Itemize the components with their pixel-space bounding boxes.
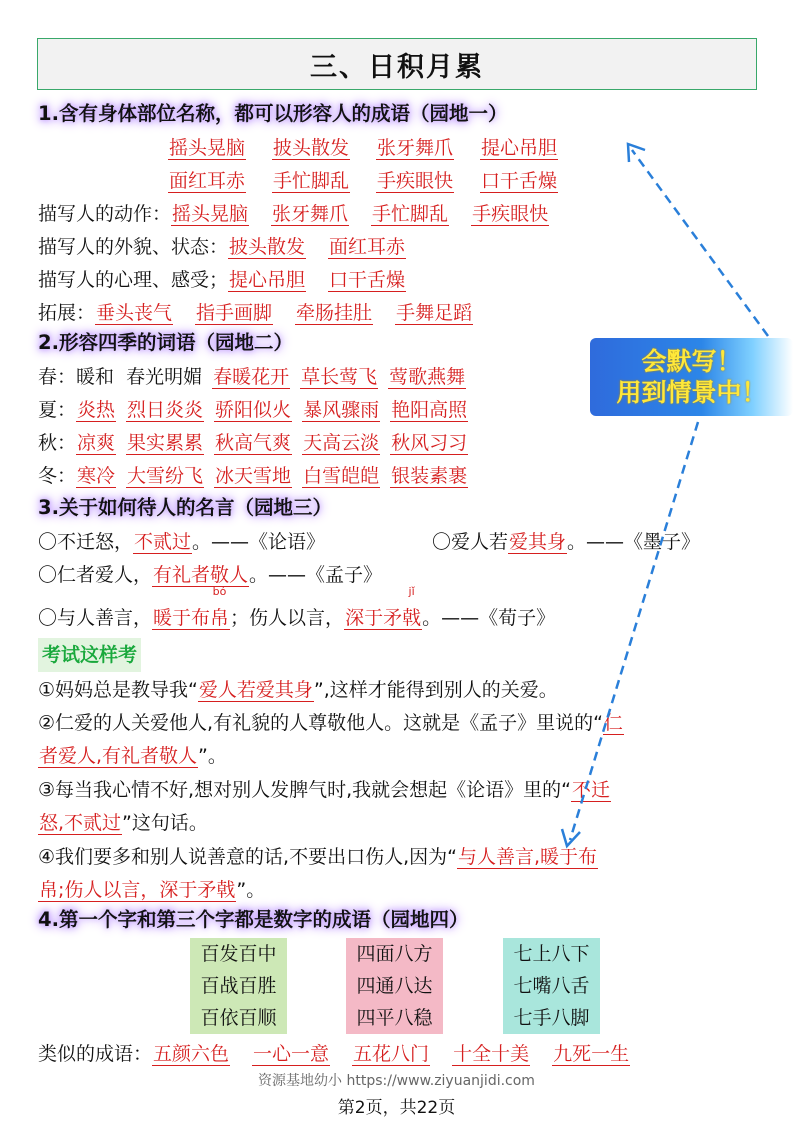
season-word: 草长莺飞 bbox=[301, 366, 378, 388]
row-label: 描写人的外貌、状态： bbox=[38, 236, 229, 258]
number-idiom: 四面八方 bbox=[346, 938, 443, 970]
s2-spring-row bbox=[38, 361, 466, 393]
similar-idioms-row bbox=[38, 1038, 630, 1070]
idiom: 十全十美 bbox=[453, 1043, 530, 1065]
arrow-up-head bbox=[628, 144, 645, 162]
number-idiom: 七手八脚 bbox=[503, 1002, 600, 1034]
season-word: 冰天雪地 bbox=[215, 465, 292, 487]
quote-mozi bbox=[432, 526, 700, 558]
question-text: ”,这样才能得到别人的关爱。 bbox=[313, 679, 558, 701]
idiom: 口干舌燥 bbox=[481, 170, 558, 192]
idiom: 手忙脚乱 bbox=[372, 203, 449, 225]
section-3-heading: 3.关于如何待人的名言（园地三） bbox=[38, 496, 332, 519]
plain-words: 暖和 春光明媚 bbox=[76, 366, 203, 388]
exam-q3-line-1 bbox=[38, 774, 758, 806]
exam-q4-line-1 bbox=[38, 841, 758, 873]
idiom: 面红耳赤 bbox=[329, 236, 406, 258]
s1-action-row bbox=[38, 198, 549, 230]
question-answer: 仁 bbox=[603, 712, 623, 734]
callout-line-2: 用到情景中！ bbox=[616, 378, 767, 407]
footer-watermark: 资源基地幼小 https://www.ziyuanjidi.com bbox=[258, 1073, 535, 1089]
idiom: 张牙舞爪 bbox=[377, 137, 454, 159]
exam-q1 bbox=[38, 674, 758, 706]
exam-label: 考试这样考 bbox=[38, 638, 141, 672]
ruby-char bbox=[210, 585, 230, 634]
quote-text: ；伤人以言， bbox=[230, 607, 345, 629]
number-idiom: 四平八稳 bbox=[346, 1002, 443, 1034]
idiom: 披头散发 bbox=[273, 137, 350, 159]
row-label: 描写人的动作： bbox=[38, 203, 172, 225]
section-1-heading: 1.含有身体部位名称，都可以形容人的成语（园地一） bbox=[38, 102, 508, 125]
season-word: 秋高气爽 bbox=[215, 432, 292, 454]
idiom: 五颜六色 bbox=[153, 1043, 230, 1065]
s2-winter-row bbox=[38, 460, 468, 492]
idiom: 手疾眼快 bbox=[377, 170, 454, 192]
row-label: 拓展： bbox=[38, 302, 96, 324]
question-answer: 怒,不贰过 bbox=[39, 812, 122, 834]
s1-idioms-row-2 bbox=[168, 165, 558, 197]
row-label: 描写人的心理、感受； bbox=[38, 269, 229, 291]
question-text: ”。 bbox=[236, 879, 266, 901]
answer-part: 暖于布 bbox=[153, 607, 211, 629]
season-word: 银装素裹 bbox=[391, 465, 468, 487]
exam-q3-line-2 bbox=[38, 807, 758, 839]
season-word: 骄阳似火 bbox=[215, 399, 292, 421]
idiom: 提心吊胆 bbox=[481, 137, 558, 159]
quote-answer-2 bbox=[344, 585, 422, 630]
question-text: ④我们要多和别人说善意的话,不要出口伤人,因为“ bbox=[38, 846, 457, 868]
callout-line-1: 会默写！ bbox=[641, 347, 742, 376]
season-word: 白雪皑皑 bbox=[303, 465, 380, 487]
idiom: 口干舌燥 bbox=[329, 269, 406, 291]
question-text: ②仁爱的人关爱他人,有礼貌的人尊敬他人。这就是《孟子》里说的“ bbox=[38, 712, 603, 734]
idiom: 提心吊胆 bbox=[229, 269, 306, 291]
idiom: 张牙舞爪 bbox=[272, 203, 349, 225]
answer-char: 戟 bbox=[402, 607, 422, 629]
quote-xunzi bbox=[38, 585, 556, 634]
s1-mind-row bbox=[38, 264, 406, 296]
ruby-char bbox=[402, 585, 422, 634]
quote-answer-1 bbox=[152, 585, 230, 630]
season-word: 天高云淡 bbox=[303, 432, 380, 454]
idiom: 一心一意 bbox=[253, 1043, 330, 1065]
idiom: 牵肠挂肚 bbox=[296, 302, 373, 324]
idiom: 手忙脚乱 bbox=[273, 170, 350, 192]
row-label: 春： bbox=[38, 366, 77, 388]
question-answer: 帛;伤人以言，深于矛戟 bbox=[39, 879, 236, 901]
idiom: 五花八门 bbox=[353, 1043, 430, 1065]
question-answer: 与人善言,暖于布 bbox=[457, 846, 598, 868]
number-idiom: 四通八达 bbox=[346, 970, 443, 1002]
quote-source: 。——《孟子》 bbox=[249, 564, 383, 586]
quote-answer: 爱其身 bbox=[509, 531, 567, 553]
question-answer: 爱人若爱其身 bbox=[198, 679, 313, 701]
s2-summer-row bbox=[38, 394, 468, 426]
s1-look-row bbox=[38, 231, 406, 263]
season-word: 暴风骤雨 bbox=[303, 399, 380, 421]
exam-q4-line-2 bbox=[38, 874, 758, 906]
season-word: 秋风习习 bbox=[391, 432, 468, 454]
question-text: ①妈妈总是教导我“ bbox=[38, 679, 198, 701]
season-word: 炎热 bbox=[77, 399, 116, 421]
season-word: 凉爽 bbox=[77, 432, 116, 454]
number-idiom: 七嘴八舌 bbox=[503, 970, 600, 1002]
arrow-up-line bbox=[632, 150, 768, 336]
idiom: 九死一生 bbox=[553, 1043, 630, 1065]
quote-source: 。——《论语》 bbox=[192, 531, 326, 553]
season-word: 果实累累 bbox=[127, 432, 204, 454]
quote-answer: 有礼者敬人 bbox=[153, 564, 249, 586]
number-idiom: 百发百中 bbox=[190, 938, 287, 970]
number-idiom: 百依百顺 bbox=[190, 1002, 287, 1034]
answer-part: 深于矛 bbox=[345, 607, 403, 629]
question-text: ”。 bbox=[198, 745, 227, 767]
idiom: 指手画脚 bbox=[196, 302, 273, 324]
quote-mengzi bbox=[38, 559, 382, 591]
section-4-heading: 4.第一个字和第三个字都是数字的成语（园地四） bbox=[38, 908, 469, 931]
question-answer: 不迁 bbox=[571, 779, 610, 801]
exam-q2-line-1 bbox=[38, 707, 758, 739]
s1-extend-row bbox=[38, 297, 473, 329]
quote-text: 〇不迁怒， bbox=[38, 531, 134, 553]
season-word: 艳阳高照 bbox=[391, 399, 468, 421]
s1-idioms-row-1 bbox=[168, 132, 558, 164]
season-word: 烈日炎炎 bbox=[127, 399, 204, 421]
quote-text: 〇与人善言， bbox=[38, 607, 153, 629]
season-word: 春暖花开 bbox=[213, 366, 290, 388]
quote-answer: 不贰过 bbox=[134, 531, 192, 553]
idiom: 面红耳赤 bbox=[169, 170, 246, 192]
question-text: ③每当我心情不好,想对别人发脾气时,我就会想起《论语》里的“ bbox=[38, 779, 571, 801]
answer-char: 帛 bbox=[210, 607, 230, 629]
idiom: 披头散发 bbox=[229, 236, 306, 258]
quote-text: 〇爱人若 bbox=[432, 531, 509, 553]
idiom: 摇头晃脑 bbox=[169, 137, 246, 159]
idiom: 手舞足蹈 bbox=[396, 302, 473, 324]
number-idiom: 百战百胜 bbox=[190, 970, 287, 1002]
idiom: 手疾眼快 bbox=[472, 203, 549, 225]
section-2-heading: 2.形容四季的词语（园地二） bbox=[38, 331, 293, 354]
quote-source: 。——《墨子》 bbox=[567, 531, 701, 553]
question-text: ”这句话。 bbox=[122, 812, 208, 834]
exam-q2-line-2 bbox=[38, 740, 758, 772]
callout-badge bbox=[590, 338, 793, 416]
number-idiom: 七上八下 bbox=[503, 938, 600, 970]
page-number: 第2页，共22页 bbox=[337, 1098, 456, 1118]
row-label: 夏： bbox=[38, 399, 77, 421]
pinyin: bó bbox=[212, 585, 227, 598]
quote-text: 〇仁者爱人， bbox=[38, 564, 153, 586]
quote-source: 。——《荀子》 bbox=[422, 607, 556, 629]
quote-lunyu bbox=[38, 526, 325, 558]
season-word: 莺歌燕舞 bbox=[389, 366, 466, 388]
page-title: 三、日积月累 bbox=[37, 38, 757, 90]
season-word: 寒冷 bbox=[77, 465, 116, 487]
row-label: 类似的成语： bbox=[38, 1043, 153, 1065]
question-answer: 者爱人,有礼者敬人 bbox=[39, 745, 198, 767]
s2-autumn-row bbox=[38, 427, 468, 459]
idiom: 摇头晃脑 bbox=[172, 203, 249, 225]
idiom: 垂头丧气 bbox=[96, 302, 173, 324]
pinyin: jǐ bbox=[408, 585, 415, 598]
row-label: 冬： bbox=[38, 465, 77, 487]
season-word: 大雪纷飞 bbox=[127, 465, 204, 487]
row-label: 秋： bbox=[38, 432, 77, 454]
